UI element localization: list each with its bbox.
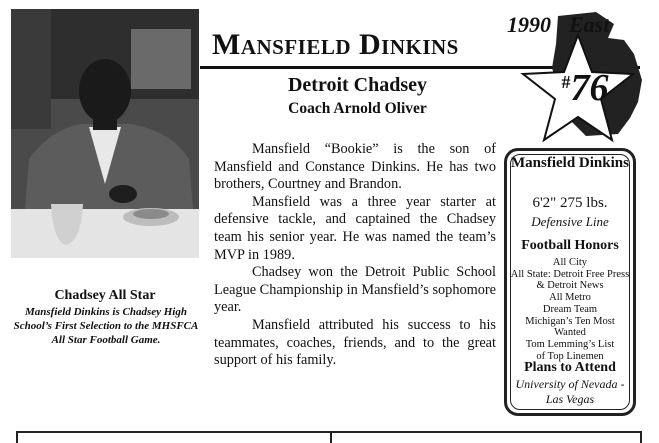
year-region bbox=[507, 14, 609, 36]
honor-item: & Detroit News bbox=[536, 280, 604, 292]
panel-height-weight: 6'2" 275 lbs. bbox=[532, 195, 608, 211]
player-name-title: Mansfield Dinkins bbox=[212, 28, 459, 61]
panel-player-name: Mansfield Dinkins bbox=[511, 155, 629, 171]
year: 1990 bbox=[507, 12, 551, 37]
honors-list bbox=[507, 257, 633, 362]
honors-heading: Football Honors bbox=[521, 238, 619, 253]
honor-item: of Top Linemen bbox=[536, 350, 604, 362]
caption-text: Mansfield Dinkins is Chadsey High School’s First Selection to the MHSFCA All Star Football Game. bbox=[13, 306, 199, 346]
panel-position: Defensive Line bbox=[531, 214, 609, 229]
honor-item: Dream Team bbox=[542, 303, 598, 315]
next-entry-frame bbox=[16, 431, 642, 443]
coach-name: Coach Arnold Oliver bbox=[288, 100, 427, 117]
player-photo bbox=[11, 9, 199, 258]
honor-item: Michigan’s Ten Most bbox=[525, 315, 615, 327]
caption-heading: Chadsey All Star bbox=[54, 288, 156, 303]
player-photo-illustration bbox=[11, 9, 199, 258]
bio-paragraph: Mansfield was a three year starter at defensive tackle, and captained the Chadsey team his senior year. He was named the team’s MVP in 1989. bbox=[214, 193, 496, 263]
next-entry-divider bbox=[330, 431, 332, 443]
honor-item: All State: Detroit Free Press bbox=[510, 268, 630, 280]
plans-school: University of Nevada - Las Vegas bbox=[515, 377, 625, 406]
bio-text bbox=[214, 141, 496, 370]
bio-paragraph: Chadsey won the Detroit Public School League Championship in Mansfield’s sophomore year. bbox=[214, 264, 496, 316]
region: East bbox=[569, 12, 610, 37]
honor-item: All City bbox=[552, 257, 588, 268]
honor-item: Wanted bbox=[554, 327, 586, 339]
plans-heading: Plans to Attend bbox=[524, 360, 616, 375]
honor-item: Tom Lemming’s List bbox=[525, 338, 615, 350]
number-digits: 76 bbox=[570, 67, 609, 109]
school-name: Detroit Chadsey bbox=[287, 74, 428, 96]
number-hash: # bbox=[561, 71, 571, 92]
bio-paragraph: Mansfield “Bookie” is the son of Mansfield and Constance Dinkins. He has two brothers, Courtney and Brandon. bbox=[214, 141, 496, 193]
honor-item: All Metro bbox=[549, 292, 591, 304]
jersey-number bbox=[545, 58, 625, 118]
bio-paragraph: Mansfield attributed his success to his teammates, coaches, friends, and to the great support of his family. bbox=[214, 316, 496, 369]
